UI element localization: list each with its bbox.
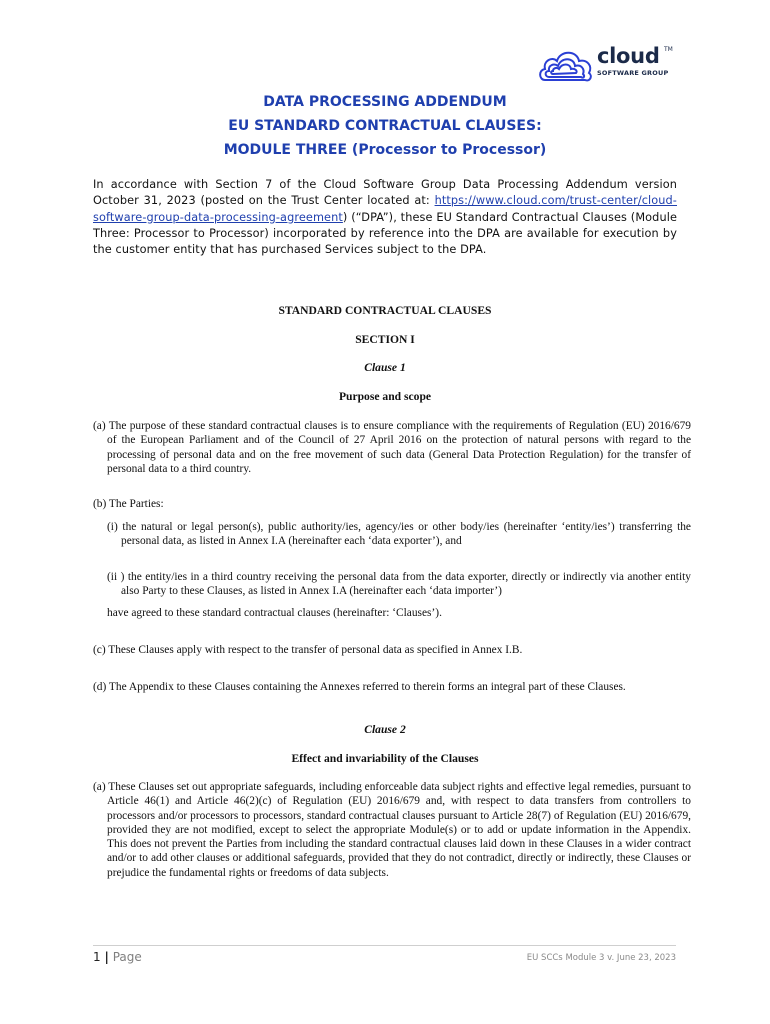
clause-2-paragraph-a: (a) These Clauses set out appropriate safeguards, including enforceable data subject rights and effective legal remedies, pursuant to Article 46(1) and Article 46(2)(c) of Regulation (EU) 2016/679 and, with respect to data transfers from controllers to processors and/or processors to processors, standard contractual clauses pursuant to Article 28(7) of Regulation (EU) 2016/679, provided they are not modified, except to select the appropriate Module(s) or to add or update information in the Appendix. This does not prevent the Parties from including the standard contractual clauses laid down in these Clauses in a wider contract and/or to add other clauses or additional safeguards, provided that they do not contradict, directly or indirectly, these Clauses or prejudice the fundamental rights or freedoms of data subjects. xyxy=(93,781,691,879)
intro-text-before: In accordance with Section 7 of the Cloud Software Group Data Processing Addendum version October 31, 2023 (posted on the Trust Center located at: xyxy=(93,178,677,208)
footer-version: EU SCCs Module 3 v. June 23, 2023 xyxy=(526,953,676,963)
clause-1-paragraph-a: (a) The purpose of these standard contractual clauses is to ensure compliance with the requirements of Regulation (EU) 2016/679 of the European Parliament and of the Council of 27 April 2016 on the protection of natural persons with regard to the processing of personal data and on the free movement of such data (General Data Protection Regulation) for the transfer of personal data to a third country. xyxy=(93,420,691,475)
cloud-logo-icon xyxy=(537,42,595,86)
scc-heading: STANDARD CONTRACTUAL CLAUSES xyxy=(278,304,492,317)
clause-1-heading: Clause 1 xyxy=(364,361,406,374)
page-label: Page xyxy=(112,950,142,964)
cloud-software-group-logo xyxy=(537,42,677,86)
logo-subtitle: SOFTWARE GROUP xyxy=(597,69,669,77)
section-heading: SECTION I xyxy=(355,333,415,346)
page-number: 1 xyxy=(93,950,101,964)
intro-paragraph xyxy=(93,177,677,258)
clause-1-parties-agreement: have agreed to these standard contractual clauses (hereinafter: ‘Clauses’). xyxy=(107,607,442,619)
clause-2-heading: Clause 2 xyxy=(364,723,406,736)
trust-center-link[interactable]: https://www.cloud.com/trust-center/cloud-software-group-data-processing-agreement xyxy=(93,194,677,224)
logo-trademark: TM xyxy=(664,46,673,53)
clause-1-title: Purpose and scope xyxy=(338,390,432,403)
document-title-line-3: MODULE THREE (Processor to Processor) xyxy=(223,142,547,158)
clause-1-paragraph-c: (c) These Clauses apply with respect to the transfer of personal data as specified in Annex I.B. xyxy=(93,644,523,656)
clause-1-paragraph-b-i: (i) the natural or legal person(s), public authority/ies, agency/ies or other body/ies (hereinafter ‘entity/ies’) transferring the personal data, as listed in Annex I.A (hereinafter each ‘data exporter’), and xyxy=(107,521,691,548)
clause-2-title: Effect and invariability of the Clauses xyxy=(291,752,479,765)
intro-text-after: ) (“DPA”), these EU Standard Contractual Clauses (Module Three: Processor to Processor) incorporated by reference into the DPA are available for execution by the customer entity that has purchased Services subject to the DPA. xyxy=(93,210,677,257)
page-separator: | xyxy=(104,950,109,964)
clause-1-paragraph-b-ii: (ii ) the entity/ies in a third country receiving the personal data from the data exporter, directly or indirectly via another entity also Party to these Clauses, as listed in Annex I.A (hereinafter each ‘data importer’) xyxy=(107,571,691,598)
clause-1-paragraph-d: (d) The Appendix to these Clauses containing the Annexes referred to therein forms an integral part of these Clauses. xyxy=(93,681,626,693)
logo-wordmark: cloud xyxy=(597,44,660,68)
footer-divider xyxy=(93,945,676,946)
clause-1-paragraph-b: (b) The Parties: xyxy=(93,498,164,510)
document-title-line-1: DATA PROCESSING ADDENDUM xyxy=(263,94,507,110)
footer-page-number xyxy=(93,950,142,964)
document-title-line-2: EU STANDARD CONTRACTUAL CLAUSES: xyxy=(228,118,542,134)
